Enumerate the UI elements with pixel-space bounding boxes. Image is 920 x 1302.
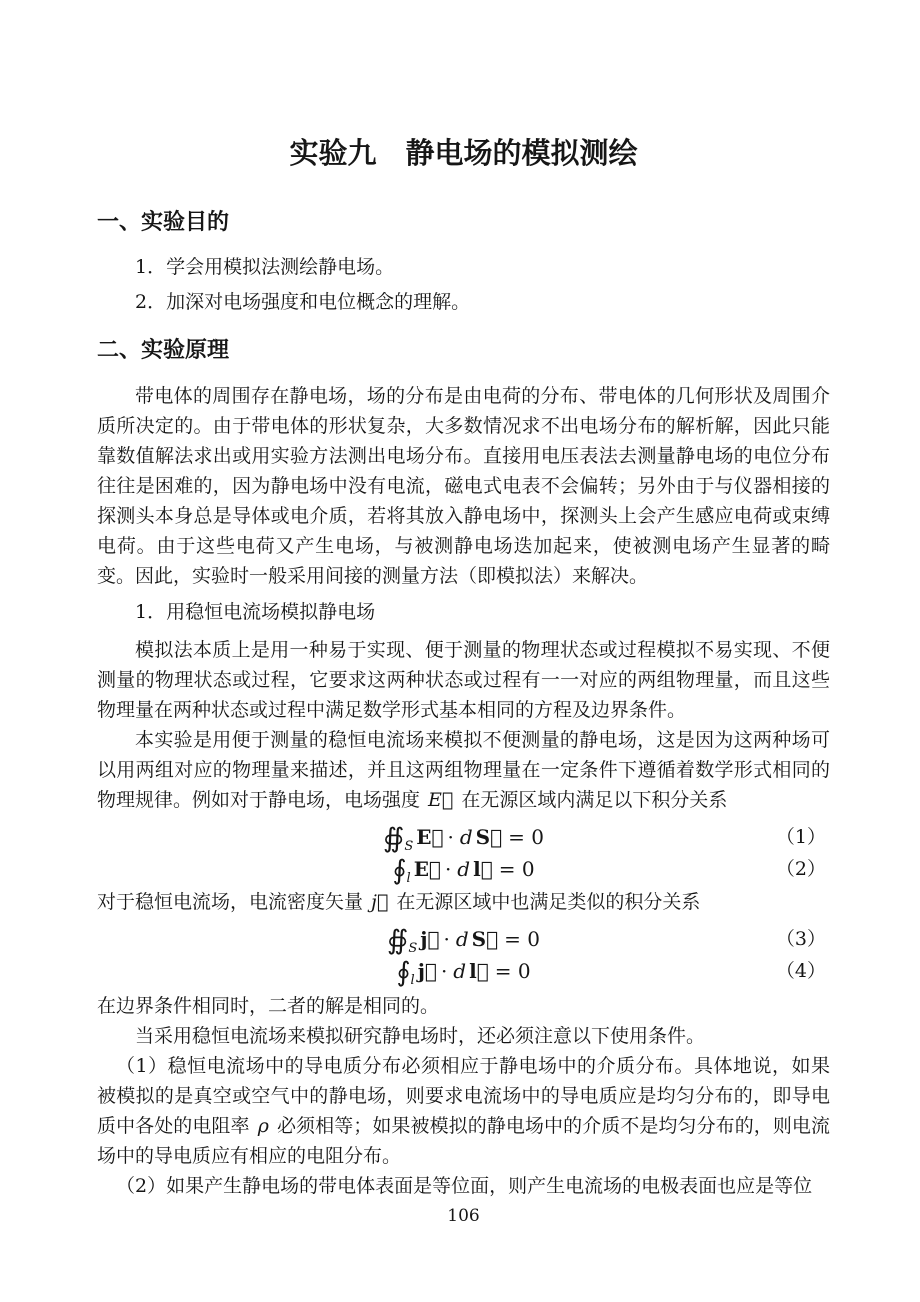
differential-d: d: [459, 825, 473, 849]
rho-symbol-inline: ρ: [257, 1115, 269, 1137]
differential-d: d: [455, 927, 469, 951]
equation-3-body: [387, 925, 540, 956]
equals-zero: = 0: [508, 825, 544, 849]
paragraph-intro: 带电体的周围存在静电场，场的分布是由电荷的分布、带电体的几何形状及周围介质所决定的。由于带电体的形状复杂，大多数情况求不出电场分布的解析解，因此只能靠数值解法求出或用实验方法测出电场分布。直接用电压表法去测量静电场的电位分布往往是困难的，因为静电场中没有电流，磁电式电表不会偏转；另外由于与仪器相接的探测头本身总是导体或电介质，若将其放入静电场中，探测头上会产生感应电荷或束缚电荷。由于这些电荷又产生电场，与被测静电场迭加起来，使被测电场产生显著的畸变。因此，实验时一般采用间接的测量方法（即模拟法）来解决。: [97, 385, 830, 587]
equation-1-body: [383, 823, 544, 854]
page-number: 106: [447, 1206, 480, 1226]
vector-E-inline: E⃗: [428, 789, 454, 811]
paragraph-text: 对于稳恒电流场，电流密度矢量: [97, 891, 370, 913]
vector-dS: S⃗: [471, 927, 499, 951]
paragraph-usage-conditions: 当采用稳恒电流场来模拟研究静电场时，还必须注意以下使用条件。: [135, 1025, 706, 1047]
equals-zero: = 0: [494, 959, 531, 983]
equals-zero: = 0: [504, 927, 540, 951]
vector-j: j⃗: [417, 959, 437, 983]
differential-d: d: [457, 857, 471, 881]
vector-dl: l⃗: [469, 959, 489, 983]
integral-subscript: l: [406, 871, 411, 886]
equation-number-3: （3）: [775, 928, 826, 950]
paragraph-analogy-method: 模拟法本质上是用一种易于实现、便于测量的物理状态或过程模拟不易实现、不便测量的物理状态或过程，它要求这两种状态或过程有一一对应的两组物理量，而且这些物理量在两种状态或过程中满足数学形式基本相同的方程及边界条件。: [97, 639, 830, 721]
paragraph-text: （1）稳恒电流场中的导电质分布必须相应于静电场中的介质分布。具体地说，如果被模拟的是真空或空气中的静电场，则要求电流场中的导电质应是均匀分布的，即导电质中各处的电阻率: [97, 1055, 830, 1137]
purpose-item-2: 2．加深对电场强度和电位概念的理解。: [135, 291, 471, 313]
section-heading-purpose: 一、实验目的: [97, 210, 230, 235]
purpose-item-1: 1．学会用模拟法测绘静电场。: [135, 256, 395, 278]
document-title: 实验九 静电场的模拟测绘: [289, 136, 638, 170]
paragraph-text: 在无源区域内满足以下积分关系: [455, 789, 728, 811]
dot-operator: ·: [444, 857, 452, 881]
paragraph-condition-1: [97, 1051, 830, 1171]
equation-2-body: [392, 855, 535, 886]
purpose-list: [97, 250, 830, 320]
equation-number-2: （2）: [775, 858, 826, 880]
paragraph-condition-2: （2）如果产生静电场的带电体表面是等位面，则产生电流场的电极表面也应是等位: [116, 1175, 813, 1197]
equation-group-current: [97, 923, 830, 987]
vector-j: j⃗: [420, 927, 440, 951]
paragraph-boundary-conditions: 在边界条件相同时，二者的解是相同的。: [97, 995, 440, 1017]
vector-E: E⃗: [416, 825, 444, 849]
paragraph-text: 在无源区域中也满足类似的积分关系: [390, 891, 701, 913]
vector-E: E⃗: [413, 857, 441, 881]
line-integral-icon: ∮: [396, 957, 411, 988]
paragraph-experiment-basis: [97, 725, 830, 815]
equation-number-1: （1）: [775, 826, 826, 848]
dot-operator: ·: [443, 927, 450, 951]
paragraph-text: 必须相等；如果被模拟的静电场中的介质不是均匀分布的，则电流场中的导电质应有相应的电阻分布。: [97, 1115, 831, 1167]
equation-1: [97, 821, 830, 853]
surface-integral-icon: ∯: [383, 823, 405, 854]
vector-j-inline: j⃗: [371, 891, 389, 913]
equation-group-electrostatic: [97, 821, 830, 885]
vector-dS: S⃗: [475, 825, 503, 849]
paragraph-text: 本实验是用便于测量的稳恒电流场来模拟不便测量的静电场，这是因为这两种场可以用两组对应的物理量来描述，并且这两组物理量在一定条件下遵循着数学形式相同的物理规律。例如对于静电场，电场强度: [97, 729, 830, 811]
subheading-simulate-field: 1．用稳恒电流场模拟静电场: [135, 601, 376, 623]
section-heading-principle: 二、实验原理: [97, 338, 230, 363]
integral-subscript: S: [404, 839, 414, 854]
integral-subscript: S: [408, 941, 418, 956]
equation-number-4: （4）: [775, 960, 826, 982]
paragraph-current-field: [97, 887, 830, 917]
dot-operator: ·: [440, 959, 448, 983]
differential-d: d: [453, 959, 467, 983]
equation-4: [97, 955, 830, 987]
equation-3: [97, 923, 830, 955]
equation-4-body: [396, 957, 531, 988]
equation-2: [97, 853, 830, 885]
equals-zero: = 0: [498, 857, 535, 881]
vector-dl: l⃗: [473, 857, 493, 881]
dot-operator: ·: [447, 825, 454, 849]
surface-integral-icon: ∯: [387, 925, 409, 956]
integral-subscript: l: [410, 973, 415, 988]
line-integral-icon: ∮: [392, 855, 407, 886]
